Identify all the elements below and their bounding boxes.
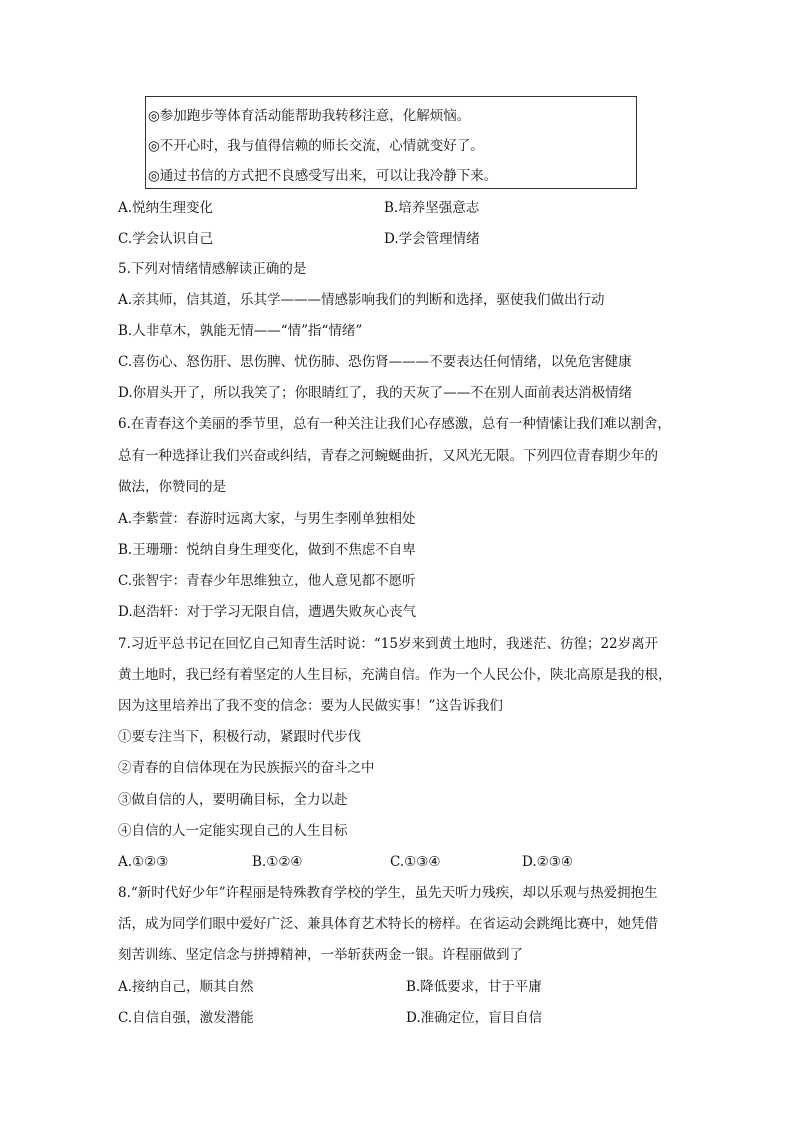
q6-stem-line-1: 6.在青春这个美丽的季节里，总有一种关注让我们心存感激，总有一种情愫让我们难以割舍， bbox=[118, 416, 671, 432]
q5-stem: 5.下列对情绪情感解读正确的是 bbox=[118, 261, 307, 277]
material-line-3: ◎通过书信的方式把不良感受写出来，可以让我冷静下来。 bbox=[148, 168, 498, 184]
material-line-2: ◎不开心时，我与值得信赖的师长交流，心情就变好了。 bbox=[148, 138, 484, 154]
q4-option-a: A.悦纳生理变化 bbox=[118, 200, 214, 216]
q4-option-d: D.学会管理情绪 bbox=[384, 231, 480, 247]
q4-option-b: B.培养坚强意志 bbox=[384, 200, 480, 216]
q8-stem-line-3: 刻苦训练、坚定信念与拼搏精神，一举斩获两金一银。许程丽做到了 bbox=[118, 947, 523, 963]
q5-option-d: D.你眉头开了，所以我笑了；你眼睛红了，我的天灰了——不在别人面前表达消极情绪 bbox=[118, 385, 633, 401]
q6-option-d: D.赵浩轩：对于学习无限自信，遭遇失败灰心丧气 bbox=[118, 604, 417, 620]
q8-stem-line-1: 8.“新时代好少年”许程丽是特殊教育学校的学生，虽先天听力残疾，却以乐观与热爱拥抱生 bbox=[118, 885, 658, 901]
q7-option-d: D.②③④ bbox=[522, 854, 573, 870]
q7-stem-line-3: 因为这里培养出了我不变的信念：要为人民做实事！”这告诉我们 bbox=[118, 698, 503, 714]
material-line-1: ◎参加跑步等体育活动能帮助我转移注意，化解烦恼。 bbox=[148, 108, 471, 124]
q6-option-b: B.王珊珊：悦纳自身生理变化，做到不焦虑不自卑 bbox=[118, 542, 416, 558]
q5-option-b: B.人非草木，孰能无情——“情”指“情绪” bbox=[118, 323, 363, 339]
q7-option-c: C.①③④ bbox=[390, 854, 441, 870]
q4-option-c: C.学会认识自己 bbox=[118, 231, 214, 247]
q6-option-c: C.张智宇：青春少年思维独立，他人意见都不愿听 bbox=[118, 573, 416, 589]
q7-item-3: ③做自信的人，要明确目标，全力以赴 bbox=[118, 792, 348, 808]
q7-stem-line-2: 黄土地时，我已经有着坚定的人生目标，充满自信。作为一个人民公仆，陕北高原是我的根， bbox=[118, 667, 672, 683]
q8-option-c: C.自信自强，激发潜能 bbox=[118, 1010, 254, 1026]
q7-stem-line-1: 7.习近平总书记在回忆自己知青生活时说：“15岁来到黄土地时，我迷茫、彷徨；22岁离开 bbox=[118, 636, 659, 652]
q7-item-4: ④自信的人一定能实现自己的人生目标 bbox=[118, 823, 348, 839]
q6-option-a: A.李紫萱：春游时远离大家，与男生李刚单独相处 bbox=[118, 511, 416, 527]
q8-option-b: B.降低要求，甘于平庸 bbox=[406, 979, 542, 995]
q7-option-a: A.①②③ bbox=[118, 854, 169, 870]
q8-option-a: A.接纳自己，顺其自然 bbox=[118, 979, 254, 995]
q8-stem-line-2: 活，成为同学们眼中爱好广泛、兼具体育艺术特长的榜样。在省运动会跳绳比赛中，她凭借 bbox=[118, 916, 658, 932]
q7-item-1: ①要专注当下，积极行动，紧跟时代步伐 bbox=[118, 729, 361, 745]
q5-option-c: C.喜伤心、怒伤肝、思伤脾、忧伤肺、恐伤肾———不要表达任何情绪，以免危害健康 bbox=[118, 354, 632, 370]
q7-item-2: ②青春的自信体现在为民族振兴的奋斗之中 bbox=[118, 760, 375, 776]
q7-option-b: B.①②④ bbox=[252, 854, 303, 870]
material-box bbox=[145, 96, 637, 189]
q8-option-d: D.准确定位，盲目自信 bbox=[406, 1010, 543, 1026]
q6-stem-line-2: 总有一种选择让我们兴奋或纠结，青春之河蜿蜒曲折，又风光无限。下列四位青春期少年的 bbox=[118, 448, 658, 464]
q5-option-a: A.亲其师，信其道，乐其学———情感影响我们的判断和选择，驱使我们做出行动 bbox=[118, 292, 605, 308]
q6-stem-line-3: 做法，你赞同的是 bbox=[118, 479, 226, 495]
